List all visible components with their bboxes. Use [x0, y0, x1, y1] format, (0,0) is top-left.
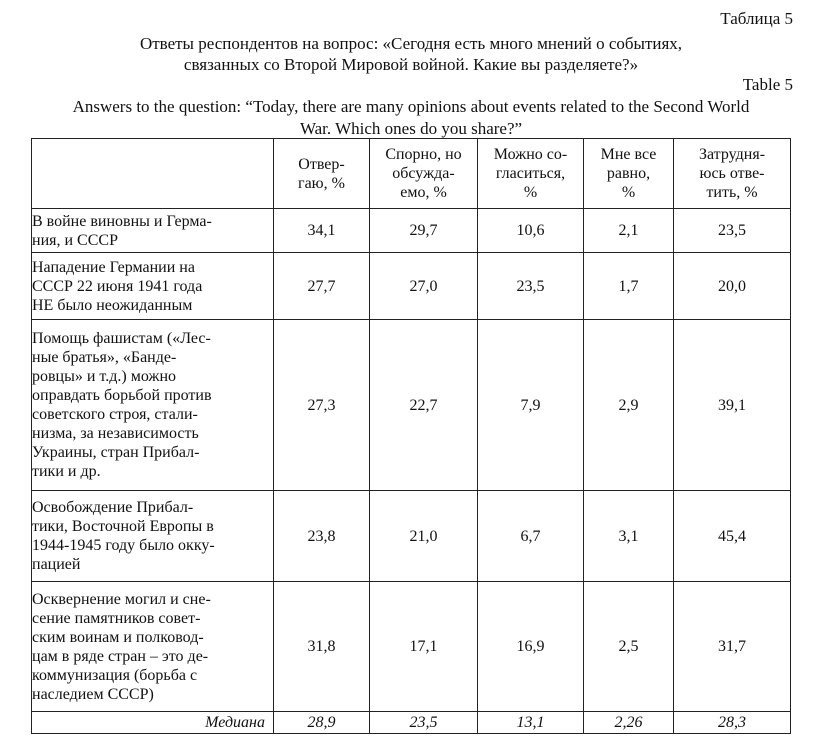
statement-line: СССР 22 июня 1941 года	[32, 277, 203, 295]
header-line: Можно со-	[493, 146, 568, 163]
value-cell: 6,7	[478, 491, 584, 582]
value-cell: 20,0	[674, 253, 791, 320]
statement-line: наследием СССР)	[32, 685, 154, 703]
header-line: Мне все	[600, 146, 657, 163]
header-line: емо, %	[400, 184, 447, 201]
statement-line: Помощь фашистам («Лес-	[32, 330, 211, 347]
statement-cell	[32, 320, 274, 491]
median-value-cell: 23,5	[370, 712, 478, 734]
value-cell: 31,8	[274, 582, 370, 712]
value-cell: 2,1	[584, 209, 674, 253]
header-cell-debatable	[370, 139, 478, 209]
statement-line: 1944-1945 году было окку-	[32, 537, 215, 554]
median-value-cell: 13,1	[478, 712, 584, 734]
caption-ru-line: Ответы респондентов на вопрос: «Сегодня есть много мнений о событиях,	[139, 34, 683, 53]
value-cell: 1,7	[584, 253, 674, 320]
table-caption-en	[30, 96, 792, 140]
value-cell: 39,1	[674, 320, 791, 491]
statement-line: тики и др.	[32, 463, 101, 480]
value-cell: 23,5	[478, 253, 584, 320]
header-cell-undecided	[674, 139, 791, 209]
header-cell-agree	[478, 139, 584, 209]
value-cell: 17,1	[370, 582, 478, 712]
statement-cell	[32, 253, 274, 320]
header-line: гласиться,	[495, 165, 566, 182]
statement-line: ные братья», «Банде-	[32, 349, 177, 366]
median-value-cell: 28,3	[674, 712, 791, 734]
header-line: Затрудня-	[698, 146, 766, 163]
caption-en-line: War. Which ones do you share?”	[299, 119, 523, 138]
median-label: Медиана	[32, 712, 274, 734]
table-row	[32, 491, 791, 582]
statement-line: коммунизация (борьба с	[32, 666, 198, 684]
table-row	[32, 209, 791, 253]
statement-cell	[32, 582, 274, 712]
table-label-ru: Таблица 5	[720, 9, 793, 28]
value-cell: 23,5	[674, 209, 791, 253]
statement-line: ния, и СССР	[32, 231, 118, 249]
header-line: Спорно, но	[385, 146, 462, 163]
header-line: Отвер-	[298, 155, 345, 173]
statement-line: Осквернение могил и сне-	[32, 590, 211, 608]
header-cell-indifferent	[584, 139, 674, 209]
value-cell: 2,9	[584, 320, 674, 491]
value-cell: 23,8	[274, 491, 370, 582]
median-value-cell: 2,26	[584, 712, 674, 734]
statement-line: низма, за независимость	[32, 425, 199, 442]
table-row	[32, 582, 791, 712]
statement-line: сение памятников совет-	[32, 609, 201, 627]
value-cell: 27,3	[274, 320, 370, 491]
statement-line: Нападение Германии на	[32, 258, 195, 276]
header-row	[32, 139, 791, 209]
statement-line: тики, Восточной Европы в	[32, 518, 214, 535]
value-cell: 31,7	[674, 582, 791, 712]
caption-ru-line: связанных со Второй Мировой войной. Какие вы разделяете?»	[183, 55, 639, 74]
header-line: тить, %	[706, 184, 758, 201]
value-cell: 16,9	[478, 582, 584, 712]
statement-line: Украины, стран Прибал-	[32, 444, 200, 461]
statement-line: оправдать борьбой против	[32, 387, 212, 404]
statement-line: цам в ряде стран – это де-	[32, 647, 209, 665]
survey-table	[31, 138, 791, 734]
table-row	[32, 253, 791, 320]
header-line: %	[621, 184, 636, 201]
value-cell: 22,7	[370, 320, 478, 491]
value-cell: 27,7	[274, 253, 370, 320]
value-cell: 21,0	[370, 491, 478, 582]
value-cell: 27,0	[370, 253, 478, 320]
value-cell: 45,4	[674, 491, 791, 582]
statement-line: В войне виновны и Герма-	[32, 212, 212, 230]
value-cell: 29,7	[370, 209, 478, 253]
median-row	[32, 712, 791, 734]
statement-line: ровцы» и т.д.) можно	[32, 368, 177, 385]
value-cell: 7,9	[478, 320, 584, 491]
header-line: равно,	[606, 165, 651, 182]
statement-line: НЕ было неожиданным	[32, 296, 193, 314]
table-label-en: Table 5	[742, 75, 793, 94]
header-line: гаю, %	[298, 174, 345, 192]
table-row	[32, 320, 791, 491]
header-line: обсужда-	[392, 165, 455, 182]
statement-cell	[32, 209, 274, 253]
value-cell: 2,5	[584, 582, 674, 712]
header-line: %	[523, 184, 538, 201]
median-value-cell: 28,9	[274, 712, 370, 734]
statement-line: ским воинам и полковод-	[32, 628, 204, 646]
statement-line: советского строя, стали-	[32, 406, 198, 423]
value-cell: 10,6	[478, 209, 584, 253]
table-caption-ru	[30, 33, 792, 75]
statement-line: Освобождение Прибал-	[32, 499, 194, 516]
header-cell-reject	[274, 139, 370, 209]
header-cell-statement	[32, 139, 274, 209]
statement-line: пацией	[32, 556, 81, 573]
value-cell: 3,1	[584, 491, 674, 582]
header-line: юсь отве-	[699, 165, 765, 182]
value-cell: 34,1	[274, 209, 370, 253]
caption-en-line: Answers to the question: “Today, there are many opinions about events related to the Second World	[72, 97, 750, 116]
statement-cell	[32, 491, 274, 582]
